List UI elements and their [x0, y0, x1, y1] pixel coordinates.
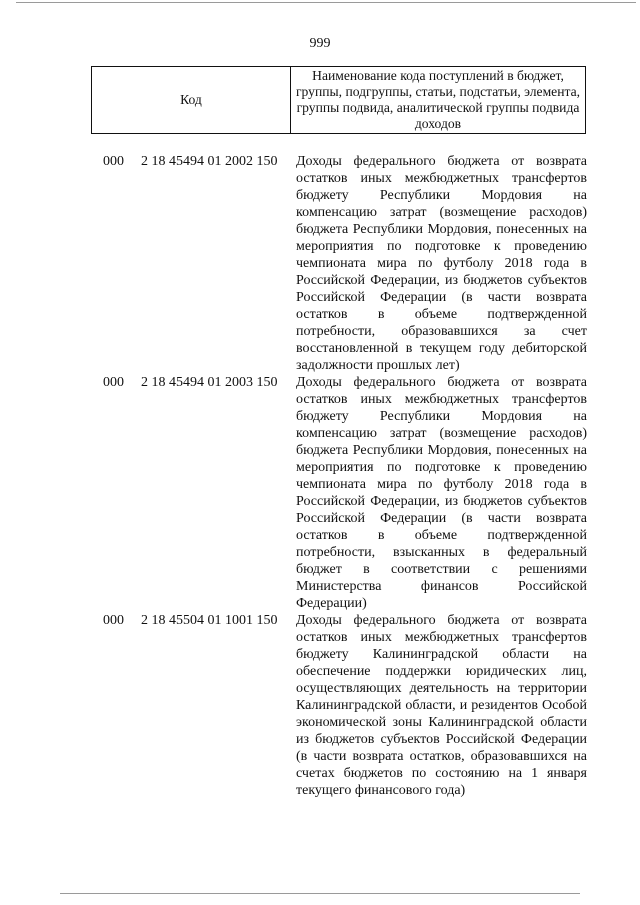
admin-code: 000	[103, 613, 124, 628]
revenue-code: 2 18 45494 01 2002 150	[141, 154, 278, 169]
admin-code: 000	[103, 375, 124, 390]
revenue-description: Доходы федерального бюджета от возврата остатков иных межбюджетных трансфертов бюджету Республики Мордовия на компенсацию затрат (возмещение расходов) бюджета Республики Мордовия, понесенных на мероприятия по подготовке к проведению чемпионата мира по футболу 2018 года в Российской Федерации, из бюджетов субъектов Российской Федерации (в части возврата остатков в объеме подтвержденной потребности, образовавшихся за счет восстановленной в текущем году дебиторской задолжности прошлых лет)	[296, 154, 587, 373]
table-header-row	[92, 67, 586, 134]
page-number: 999	[309, 36, 331, 51]
revenue-code: 2 18 45494 01 2003 150	[141, 375, 278, 390]
scan-edge-top	[16, 2, 636, 3]
table-row	[0, 153, 640, 374]
scan-edge-bottom	[60, 893, 580, 894]
header-name-cell: Наименование кода поступлений в бюджет, группы, подгруппы, статьи, подстатьи, элемента, группы подвида, аналитической группы подвида доходов	[291, 67, 586, 134]
revenue-code: 2 18 45504 01 1001 150	[141, 613, 278, 628]
admin-code: 000	[103, 154, 124, 169]
table-row	[0, 612, 640, 799]
revenue-description: Доходы федерального бюджета от возврата остатков иных межбюджетных трансфертов бюджету Калининградской области на обеспечение поддержки юридических лиц, осуществляющих деятельность на территории Калининградской области, и резидентов Особой экономической зоны Калининградской области из бюджетов субъектов Российской Федерации (в части возврата остатков, образовавшихся на счетах бюджетов по состоянию на 1 января текущего финансового года)	[296, 613, 587, 798]
table-header	[91, 66, 586, 134]
table-body	[0, 153, 640, 799]
header-code-cell: Код	[92, 67, 291, 134]
revenue-description: Доходы федерального бюджета от возврата остатков иных межбюджетных трансфертов бюджету Республики Мордовия на компенсацию затрат (возмещение расходов) бюджета Республики Мордовия, понесенных на мероприятия по подготовке к проведению чемпионата мира по футболу 2018 года в Российской Федерации, из бюджетов субъектов Российской Федерации (в части возврата остатков в объеме подтвержденной потребности, взысканных в федеральный бюджет в соответствии с решениями Министерства финансов Российской Федерации)	[296, 375, 587, 611]
table-row	[0, 374, 640, 612]
